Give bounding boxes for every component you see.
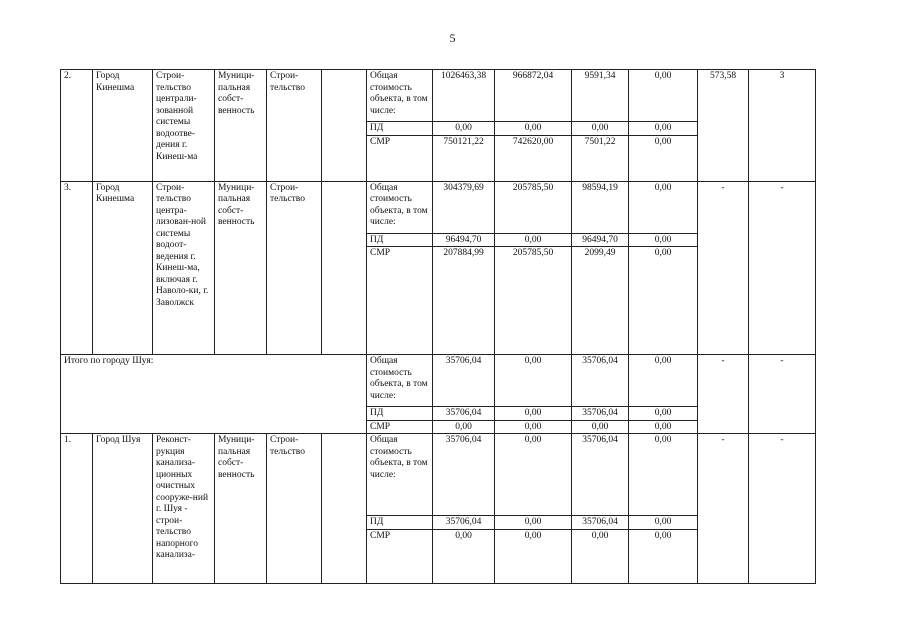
object-name-cell: Строи-тельство централи-зованной системы водоотве-дения г. Кинеш-ма [153, 70, 215, 182]
work-type-cell: Строи-тельство [267, 434, 322, 584]
total-cost-label: Общая стоимость объекта, в том числе: [367, 355, 433, 407]
smr-label: СМР [367, 135, 433, 181]
smr-value: 0,00 [572, 529, 629, 583]
col11-cell: - [698, 181, 749, 355]
empty-cell [322, 181, 367, 355]
smr-label: СМР [367, 420, 433, 434]
empty-cell [322, 70, 367, 182]
pd-value: 0,00 [629, 122, 698, 136]
smr-value: 0,00 [629, 529, 698, 583]
row-number: 2. [61, 70, 93, 182]
pd-value: 35706,04 [433, 516, 495, 530]
pd-value: 0,00 [629, 407, 698, 421]
empty-cell [322, 434, 367, 584]
pd-value: 35706,04 [572, 516, 629, 530]
col11-cell: 573,58 [698, 70, 749, 182]
table-row [61, 70, 816, 122]
smr-value: 0,00 [433, 420, 495, 434]
ownership-cell: Муници-пальная собст-венность [215, 70, 267, 182]
row-number: 3. [61, 181, 93, 355]
pd-value: 35706,04 [572, 407, 629, 421]
municipality-cell: Город Кинешма [93, 181, 153, 355]
table-row [61, 355, 816, 407]
smr-value: 750121,22 [433, 135, 495, 181]
smr-value: 0,00 [629, 135, 698, 181]
total-value: 0,00 [495, 355, 572, 407]
smr-value: 0,00 [629, 247, 698, 355]
section-total-label: Итого по городу Шуя: [61, 355, 367, 434]
table-row [61, 181, 816, 233]
pd-value: 0,00 [572, 122, 629, 136]
pd-value: 35706,04 [433, 407, 495, 421]
smr-label: СМР [367, 247, 433, 355]
pd-value: 96494,70 [572, 233, 629, 247]
pd-value: 0,00 [629, 516, 698, 530]
pd-value: 0,00 [495, 122, 572, 136]
total-value: 35706,04 [433, 355, 495, 407]
pd-value: 0,00 [433, 122, 495, 136]
total-value: 35706,04 [572, 355, 629, 407]
work-type-cell: Строи-тельство [267, 181, 322, 355]
total-value: 1026463,38 [433, 70, 495, 122]
total-value: 0,00 [629, 434, 698, 516]
pd-value: 0,00 [495, 407, 572, 421]
pd-value: 96494,70 [433, 233, 495, 247]
col11-cell: - [698, 355, 749, 434]
pd-label: ПД [367, 233, 433, 247]
smr-value: 7501,22 [572, 135, 629, 181]
col12-cell: - [749, 434, 816, 584]
smr-value: 2099,49 [572, 247, 629, 355]
total-value: 0,00 [629, 70, 698, 122]
smr-value: 207884,99 [433, 247, 495, 355]
total-value: 0,00 [629, 181, 698, 233]
pd-value: 0,00 [495, 516, 572, 530]
pd-label: ПД [367, 407, 433, 421]
ownership-cell: Муници-пальная собст-венность [215, 181, 267, 355]
col12-cell: - [749, 355, 816, 434]
object-name-cell: Строи-тельство центра-лизован-ной системы водоот-ведения г. Кинеш-ма, включая г. Наволо-ки, г. Заволжск [153, 181, 215, 355]
smr-value: 0,00 [495, 420, 572, 434]
smr-value: 0,00 [433, 529, 495, 583]
total-value: 205785,50 [495, 181, 572, 233]
municipality-cell: Город Шуя [93, 434, 153, 584]
col12-cell: - [749, 181, 816, 355]
page-number: 5 [449, 31, 456, 45]
total-value: 98594,19 [572, 181, 629, 233]
municipality-cell: Город Кинешма [93, 70, 153, 182]
total-value: 35706,04 [572, 434, 629, 516]
total-cost-label: Общая стоимость объекта, в том числе: [367, 434, 433, 516]
smr-value: 0,00 [572, 420, 629, 434]
smr-value: 742620,00 [495, 135, 572, 181]
total-value: 35706,04 [433, 434, 495, 516]
smr-value: 0,00 [629, 420, 698, 434]
smr-label: СМР [367, 529, 433, 583]
ownership-cell: Муници-пальная собст-венность [215, 434, 267, 584]
total-cost-label: Общая стоимость объекта, в том числе: [367, 181, 433, 233]
smr-value: 205785,50 [495, 247, 572, 355]
table-row [61, 434, 816, 516]
investment-table [60, 69, 816, 584]
total-value: 9591,34 [572, 70, 629, 122]
total-value: 0,00 [495, 434, 572, 516]
total-value: 304379,69 [433, 181, 495, 233]
total-value: 0,00 [629, 355, 698, 407]
smr-value: 0,00 [495, 529, 572, 583]
row-number: 1. [61, 434, 93, 584]
pd-value: 0,00 [629, 233, 698, 247]
total-value: 966872,04 [495, 70, 572, 122]
pd-label: ПД [367, 516, 433, 530]
col12-cell: 3 [749, 70, 816, 182]
work-type-cell: Строи-тельство [267, 70, 322, 182]
col11-cell: - [698, 434, 749, 584]
pd-label: ПД [367, 122, 433, 136]
pd-value: 0,00 [495, 233, 572, 247]
object-name-cell: Реконст-рукция канализа-ционных очистных сооруже-ний г. Шуя - строи-тельство напорного канализа- [153, 434, 215, 584]
total-cost-label: Общая стоимость объекта, в том числе: [367, 70, 433, 122]
